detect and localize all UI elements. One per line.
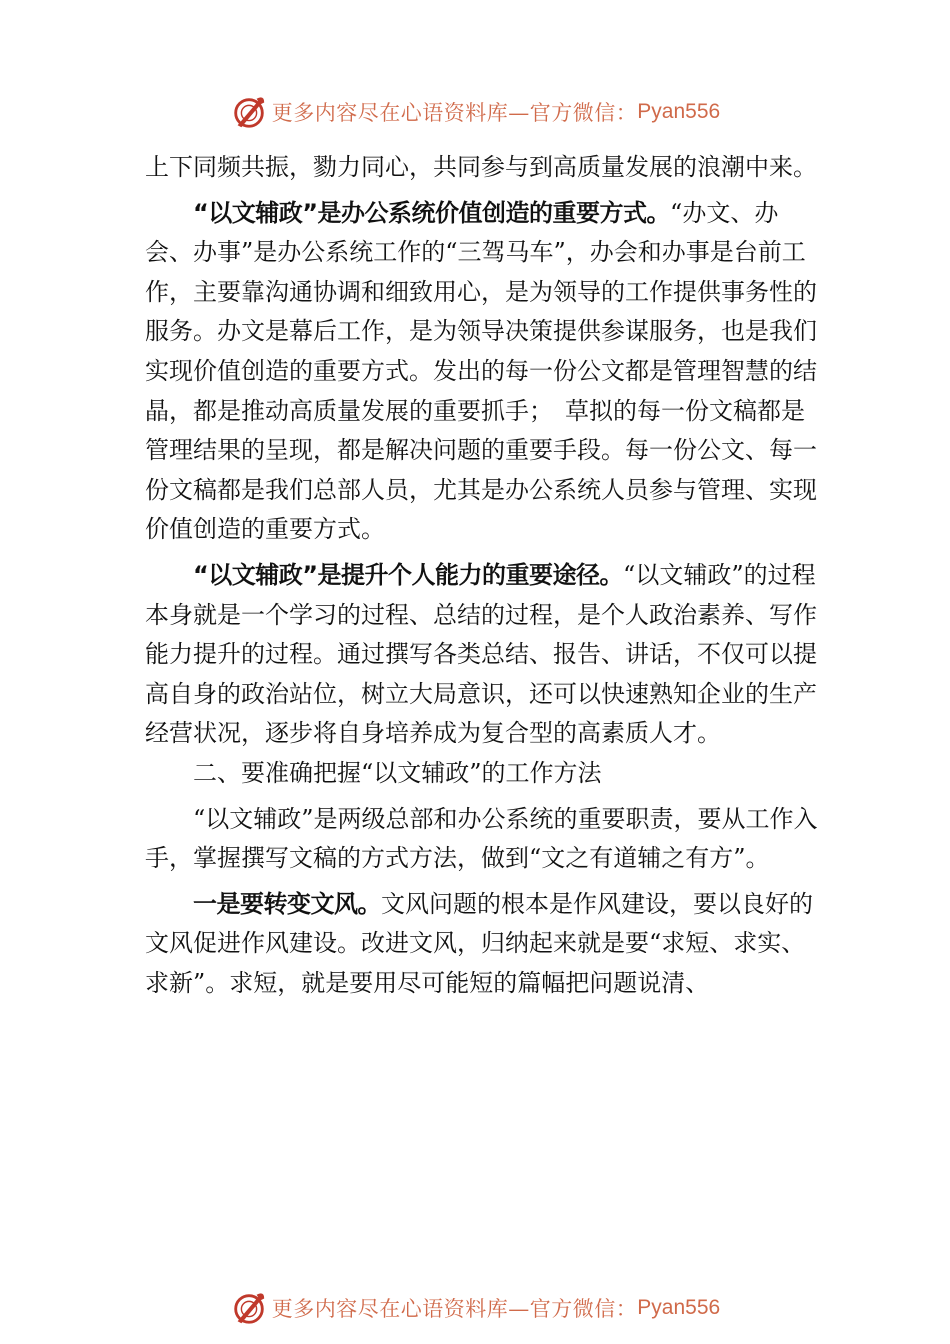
- paragraph-2: [145, 194, 825, 550]
- paragraph-3-lead: “以文辅政”是提升个人能力的重要途径。: [193, 560, 624, 589]
- quill-seal-icon: [230, 1289, 268, 1327]
- paragraph-5: [145, 885, 825, 1004]
- section-heading: [145, 754, 825, 794]
- paragraph-3: [145, 556, 825, 754]
- section-heading-text: 二、要准确把握“以文辅政”的工作方法: [193, 758, 602, 787]
- watermark-wechat-id: Pyan556: [637, 1296, 721, 1319]
- quill-seal-icon: [230, 93, 268, 131]
- header-watermark: [0, 90, 950, 134]
- paragraph-5-text: 文风问题的根本是作风建设，要以良好的文风促进作风建设。改进文风，归纳起来就是要“求短、求实、求新”。求短，就是要用尽可能短的篇幅把问题说清、: [145, 889, 813, 997]
- watermark-text: 更多内容尽在心语资料库—官方微信：: [271, 1297, 638, 1321]
- paragraph-1: [145, 148, 825, 188]
- paragraph-3-text: “以文辅政”的过程本身就是一个学习的过程、总结的过程，是个人政治素养、写作能力提升的过程。通过撰写各类总结、报告、讲话，不仅可以提高自身的政治站位，树立大局意识，还可以快速熟知企业的生产经营状况，逐步将自身培养成为复合型的高素质人才。: [145, 560, 817, 748]
- watermark-text: 更多内容尽在心语资料库—官方微信：: [271, 101, 638, 125]
- paragraph-4: [145, 800, 825, 879]
- paragraph-2-lead: “以文辅政”是办公系统价值创造的重要方式。: [193, 198, 671, 227]
- paragraph-2-text: “办文、办会、办事”是办公系统工作的“三驾马车”，办会和办事是台前工作，主要靠沟通协调和细致用心，是为领导的工作提供事务性的服务。办文是幕后工作，是为领导决策提供参谋服务，也是我们实现价值创造的重要方式。发出的每一份公文都是管理智慧的结晶，都是推动高质量发展的重要抓手； 草拟的每一份文稿都是管理结果的呈现，都是解决问题的重要手段。每一份公文、每一份文稿都是我们总部人员，尤其是办公系统人员参与管理、实现价值创造的重要方式。: [145, 198, 817, 544]
- paragraph-5-lead: 一是要转变文风。: [193, 889, 381, 918]
- paragraph-4-text: “以文辅政”是两级总部和办公系统的重要职责，要从工作入手，掌握撰写文稿的方式方法，做到“文之有道辅之有方”。: [145, 804, 818, 873]
- watermark-wechat-id: Pyan556: [637, 100, 721, 123]
- document-body: [145, 148, 825, 1003]
- paragraph-1-text: 上下同频共振，勠力同心，共同参与到高质量发展的浪潮中来。: [145, 153, 817, 181]
- footer-watermark: [0, 1286, 950, 1330]
